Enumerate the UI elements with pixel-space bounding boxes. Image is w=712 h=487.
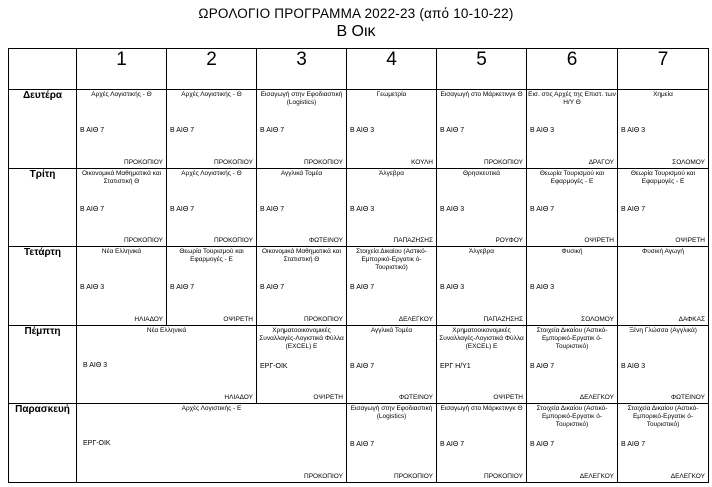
- lesson-room: Β ΑΙΘ 7: [530, 362, 555, 370]
- lesson-teacher: ΠΡΟΚΟΠΙΟΥ: [484, 473, 523, 480]
- lesson-teacher: ΔΕΛΕΓΚΟΥ: [579, 473, 614, 480]
- lesson-room: Β ΑΙΘ 7: [170, 127, 195, 134]
- lesson-subject: Φυσική Αγωγή: [642, 248, 684, 256]
- lesson-teacher: ΦΩΤΕΙΝΟΥ: [308, 237, 343, 245]
- lesson-cell: [347, 325, 437, 404]
- lesson-teacher: ΔΕΛΕΓΚΟΥ: [579, 394, 614, 402]
- lesson-teacher: ΔΕΛΕΓΚΟΥ: [670, 473, 705, 480]
- lesson-subject: Άλγεβρα: [469, 248, 494, 256]
- lesson-teacher: ΗΛΙΑΔΟΥ: [134, 315, 163, 323]
- lesson-subject: Θεωρία Τουρισμού και Εφαρμογές - Ε: [539, 169, 605, 185]
- lesson-cell: [618, 325, 709, 404]
- lesson-cell: [437, 247, 527, 326]
- lesson-subject: Στοιχεία Δικαίου (Αστικό-Εμπορικό-Εργατικ ό- Τουριστικό): [536, 405, 608, 429]
- lesson-subject: Αγγλικά Τομέα: [370, 326, 413, 334]
- class-name: Β Οικ: [336, 23, 376, 40]
- lesson-cell: [437, 325, 527, 404]
- lesson-room: Β ΑΙΘ 3: [530, 284, 555, 292]
- lesson-cell: [347, 247, 437, 326]
- lesson-teacher: ΠΡΟΚΟΠΙΟΥ: [304, 473, 343, 480]
- lesson-cell: [618, 168, 709, 247]
- lesson-subject: Αρχές Λογιστικής - Θ: [181, 91, 242, 98]
- lesson-subject: Αρχές Λογιστικής - Θ: [181, 169, 242, 177]
- day-label: Παρασκευή: [9, 404, 77, 483]
- lesson-teacher: ΡΟΥΦΟΥ: [495, 237, 523, 245]
- lesson-subject: Αρχές Λογιστικής - Θ: [91, 91, 152, 98]
- lesson-cell: [77, 90, 167, 169]
- lesson-cell: [257, 247, 347, 326]
- lesson-room: Β ΑΙΘ 7: [260, 284, 285, 292]
- period-header: 3: [257, 49, 347, 90]
- lesson-subject: Θεωρία Τουρισμού και Εφαρμογές - Ε: [179, 248, 244, 264]
- lesson-subject: Άλγεβρα: [379, 169, 404, 177]
- lesson-subject: Αρχές Λογιστικής - Ε: [181, 405, 242, 413]
- lesson-subject: Εισαγωγή στην Εφοδιαστική (Logistics): [350, 405, 433, 421]
- lesson-teacher: ΔΑΦΚΑΣ: [678, 315, 705, 323]
- lesson-cell: [167, 90, 257, 169]
- lesson-cell: [167, 247, 257, 326]
- header-row: [9, 49, 709, 90]
- lesson-subject: Αγγλικά Τομέα: [280, 169, 323, 177]
- lesson-cell: [347, 168, 437, 247]
- lesson-room: Β ΑΙΘ 3: [440, 205, 465, 213]
- lesson-room: ΕΡΓ-ΟΙΚ: [260, 362, 288, 370]
- lesson-cell: [437, 404, 527, 483]
- lesson-cell: [618, 90, 709, 169]
- lesson-room: Β ΑΙΘ 7: [621, 205, 646, 213]
- lesson-subject: Θεωρία Τουρισμού και Εφαρμογές - Ε: [630, 169, 696, 185]
- lesson-cell: [437, 168, 527, 247]
- lesson-subject: Εισαγωγή στην Εφοδιαστική (Logistics): [260, 91, 343, 106]
- lesson-room: Β ΑΙΘ 3: [83, 361, 108, 369]
- lesson-teacher: ΠΡΟΚΟΠΙΟΥ: [304, 315, 343, 323]
- day-row-wednesday: [9, 247, 709, 326]
- lesson-teacher: ΟΨΙΡΕΤΗ: [584, 237, 614, 245]
- lesson-cell: [257, 325, 347, 404]
- day-row-monday: [9, 90, 709, 169]
- lesson-teacher: ΦΩΤΕΙΝΟΥ: [670, 394, 705, 402]
- period-header: 4: [347, 49, 437, 90]
- lesson-subject: Χρηματοοικονομικές Συναλλαγές-Λογιστικά Φύλλα (ΕXCEL) Ε: [259, 326, 344, 350]
- period-header: 2: [167, 49, 257, 90]
- lesson-room: ΕΡΓ Η/Υ1: [440, 362, 471, 370]
- lesson-cell: [77, 404, 347, 483]
- lesson-room: Β ΑΙΘ 7: [530, 441, 555, 449]
- lesson-cell: [347, 90, 437, 169]
- lesson-teacher: ΣΟΛΟΜΟΥ: [581, 315, 614, 323]
- lesson-room: Β ΑΙΘ 3: [80, 284, 105, 292]
- day-label: Τετάρτη: [9, 247, 77, 326]
- lesson-teacher: ΔΕΛΕΓΚΟΥ: [398, 315, 433, 323]
- lesson-subject: Στοιχεία Δικαίου (Αστικό-Εμπορικό-Εργατικ ό- Τουριστικό): [536, 326, 608, 350]
- day-row-friday: [9, 404, 709, 483]
- lesson-cell: [437, 90, 527, 169]
- period-header: 7: [618, 49, 709, 90]
- period-header: 5: [437, 49, 527, 90]
- lesson-teacher: ΦΩΤΕΙΝΟΥ: [398, 394, 433, 402]
- lesson-room: Β ΑΙΘ 7: [530, 205, 555, 213]
- lesson-room: Β ΑΙΘ 7: [440, 441, 465, 449]
- lesson-room: Β ΑΙΘ 7: [350, 441, 375, 449]
- lesson-subject: Στοιχεία Δικαίου (Αστικό-Εμπορικό-Εργατικ ό- Τουριστικό): [356, 248, 427, 272]
- lesson-room: Β ΑΙΘ 3: [621, 362, 646, 370]
- lesson-teacher: ΠΡΟΚΟΠΙΟΥ: [214, 158, 253, 166]
- lesson-subject: Εισαγωγή στο Μάρκετινγκ Θ: [440, 91, 523, 98]
- lesson-room: Β ΑΙΘ 3: [350, 205, 375, 213]
- lesson-subject: Οικονομικά Μαθηματικά και Στατιστική Θ: [261, 248, 342, 264]
- lesson-cell: [618, 247, 709, 326]
- day-row-tuesday: [9, 168, 709, 247]
- lesson-subject: Φυσική: [561, 248, 583, 256]
- lesson-room: Β ΑΙΘ 7: [260, 205, 285, 213]
- lesson-subject: Χημεία: [653, 91, 673, 98]
- lesson-cell: [527, 247, 618, 326]
- day-label: Πέμπτη: [9, 325, 77, 404]
- lesson-cell: [527, 90, 618, 169]
- lesson-teacher: ΠΡΟΚΟΠΙΟΥ: [124, 237, 163, 245]
- lesson-room: Β ΑΙΘ 3: [440, 284, 465, 292]
- lesson-cell: [527, 404, 618, 483]
- lesson-subject: Οικονομικά Μαθηματικά και Στατιστική Θ: [81, 169, 162, 185]
- period-header: 1: [77, 49, 167, 90]
- lesson-room: Β ΑΙΘ 3: [530, 127, 555, 134]
- lesson-room: ΕΡΓ-ΟΙΚ: [83, 440, 111, 448]
- lesson-room: Β ΑΙΘ 7: [440, 127, 465, 134]
- lesson-subject: Θρησκευτικά: [462, 169, 501, 177]
- lesson-teacher: ΣΟΛΟΜΟΥ: [672, 158, 705, 166]
- lesson-subject: Εισ. στις Αρχές της Επιστ. των Η/Υ Θ: [528, 91, 616, 106]
- day-label: Δευτέρα: [9, 90, 77, 169]
- lesson-subject: Νέα Ελληνικά: [101, 248, 142, 256]
- lesson-cell: [77, 325, 257, 404]
- lesson-teacher: ΟΨΙΡΕΤΗ: [223, 315, 253, 323]
- corner-cell: [9, 49, 77, 90]
- lesson-teacher: ΠΡΟΚΟΠΙΟΥ: [394, 473, 433, 480]
- lesson-subject: Νέα Ελληνικά: [146, 326, 187, 334]
- lesson-teacher: ΠΡΟΚΟΠΙΟΥ: [484, 158, 523, 166]
- lesson-teacher: ΠΑΠΑΖΗΣΗΣ: [483, 315, 523, 323]
- lesson-room: Β ΑΙΘ 7: [350, 362, 375, 370]
- lesson-teacher: ΚΟΥΛΗ: [411, 158, 433, 166]
- lesson-cell: [167, 168, 257, 247]
- lesson-room: Β ΑΙΘ 7: [350, 284, 375, 292]
- lesson-subject: Γεωμετρία: [376, 91, 407, 98]
- lesson-cell: [527, 325, 618, 404]
- lesson-cell: [618, 404, 709, 483]
- lesson-teacher: ΔΡΑΓΟΥ: [588, 158, 614, 166]
- period-header: 6: [527, 49, 618, 90]
- lesson-cell: [347, 404, 437, 483]
- lesson-room: Β ΑΙΘ 3: [350, 127, 375, 134]
- lesson-teacher: ΠΑΠΑΖΗΣΗΣ: [393, 237, 433, 245]
- lesson-teacher: ΗΛΙΑΔΟΥ: [224, 394, 253, 402]
- lesson-subject: Εισαγωγή στο Μάρκετινγκ Θ: [440, 405, 523, 413]
- lesson-room: Β ΑΙΘ 7: [170, 205, 195, 213]
- day-label: Τρίτη: [9, 168, 77, 247]
- timetable: [8, 48, 709, 483]
- lesson-cell: [77, 247, 167, 326]
- day-row-thursday: [9, 325, 709, 404]
- lesson-teacher: ΠΡΟΚΟΠΙΟΥ: [304, 158, 343, 166]
- lesson-cell: [527, 168, 618, 247]
- schedule-title: ΩΡΟΛΟΓΙΟ ΠΡΟΓΡΑΜΜΑ 2022-23 (από 10-10-22): [198, 6, 514, 21]
- lesson-subject: Χρηματοοικονομικές Συναλλαγές-Λογιστικά Φύλλα (ΕXCEL) Ε: [439, 326, 524, 350]
- lesson-teacher: ΟΨΙΡΕΤΗ: [313, 394, 343, 402]
- lesson-cell: [77, 168, 167, 247]
- lesson-subject: Στοιχεία Δικαίου (Αστικό-Εμπορικό-Εργατικ ό- Τουριστικό): [627, 405, 699, 429]
- lesson-teacher: ΠΡΟΚΟΠΙΟΥ: [124, 158, 163, 166]
- lesson-room: Β ΑΙΘ 3: [621, 127, 646, 134]
- lesson-room: Β ΑΙΘ 7: [80, 127, 105, 134]
- lesson-room: Β ΑΙΘ 7: [170, 284, 195, 292]
- lesson-cell: [257, 168, 347, 247]
- lesson-subject: Ξένη Γλώσσα (Αγγλικά): [629, 326, 697, 334]
- lesson-room: Β ΑΙΘ 7: [621, 441, 646, 449]
- lesson-room: Β ΑΙΘ 7: [80, 205, 105, 213]
- lesson-room: Β ΑΙΘ 7: [260, 127, 285, 134]
- lesson-teacher: ΟΨΙΡΕΤΗ: [493, 394, 523, 402]
- lesson-teacher: ΟΨΙΡΕΤΗ: [675, 237, 705, 245]
- lesson-cell: [257, 90, 347, 169]
- lesson-teacher: ΠΡΟΚΟΠΙΟΥ: [214, 237, 253, 245]
